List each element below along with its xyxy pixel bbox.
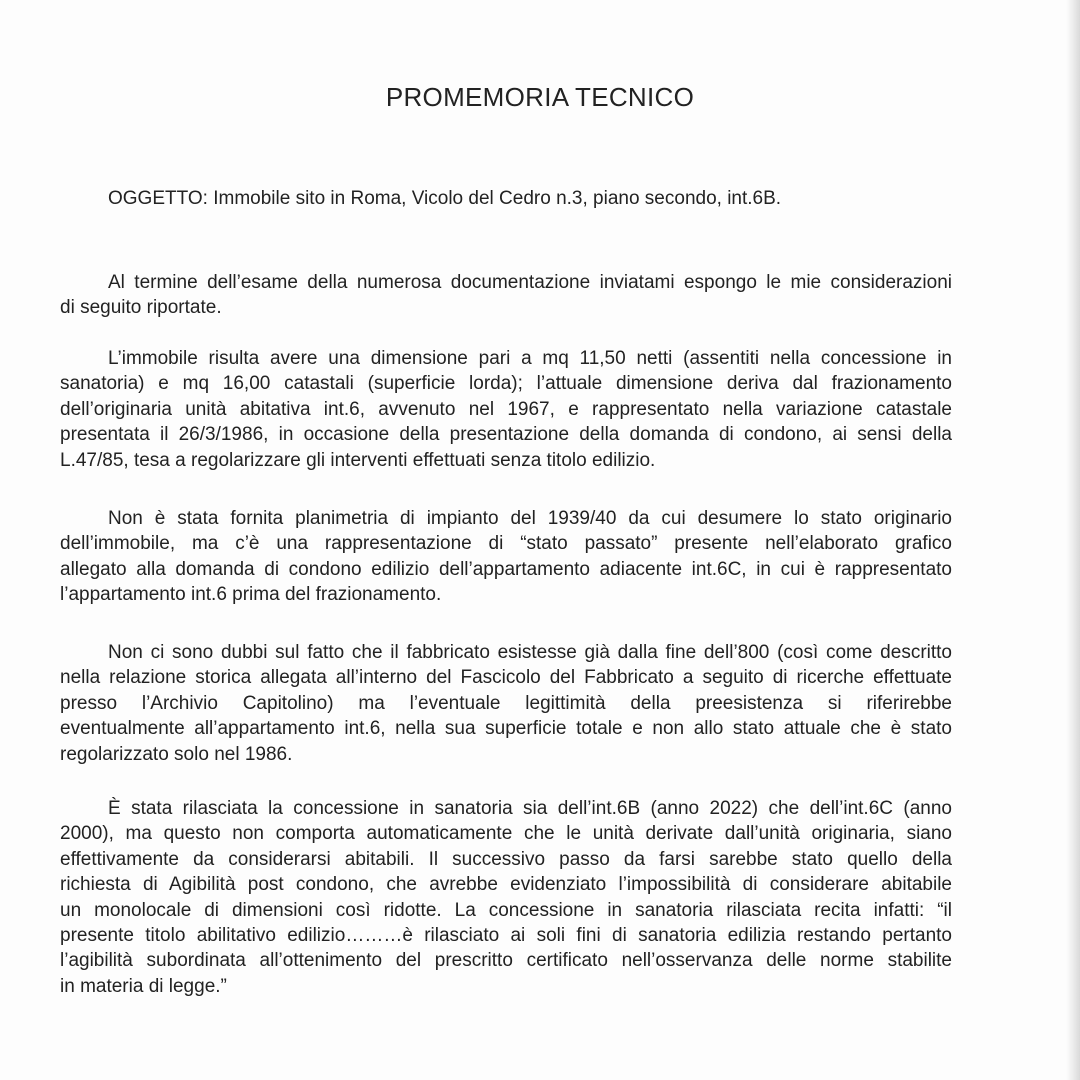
paragraph-line: l’appartamento int.6 prima del frazionamento. — [60, 584, 442, 606]
paragraph-line: presente titolo abilitativo edilizio………è rilasciato ai soli fini di sanatoria edilizia restando pertanto — [60, 924, 952, 946]
paragraph-line: Non è stata fornita planimetria di impianto del 1939/40 da cui desumere lo stato originario — [108, 508, 952, 529]
paragraph-line: 2000), ma questo non comporta automaticamente che le unità derivate dall’unità originaria, siano — [60, 823, 952, 845]
paragraph-line: l’agibilità subordinata all’ottenimento del prescritto certificato nell’osservanza delle norme stabilite — [60, 950, 952, 972]
document-title: PROMEMORIA TECNICO — [385, 82, 695, 112]
document-subject: OGGETTO: Immobile sito in Roma, Vicolo del Cedro n.3, piano secondo, int.6B. — [108, 188, 782, 209]
paragraph-2 — [60, 346, 952, 473]
paragraph-line: un monolocale di dimensioni così ridotte. La concessione in sanatoria rilasciata recita infatti: “il — [60, 899, 952, 921]
paragraph-line: regolarizzato solo nel 1986. — [60, 743, 293, 765]
paragraph-line: presso l’Archivio Capitolino) ma l’eventuale legittimità della preesistenza si riferirebbe — [60, 692, 952, 714]
paragraph-line: nella relazione storica allegata all’interno del Fascicolo del Fabbricato a seguito di ricerche effettuate — [60, 667, 952, 689]
paragraph-line: richiesta di Agibilità post condono, che avrebbe evidenziato l’impossibilità di considerare abitabile — [60, 874, 952, 896]
paragraph-1 — [60, 270, 952, 321]
paragraph-line: presentata il 26/3/1986, in occasione della presentazione della domanda di condono, ai sensi della — [60, 424, 952, 446]
paragraph-line: Non ci sono dubbi sul fatto che il fabbricato esistesse già dalla fine dell’800 (così come descritto — [108, 642, 952, 663]
paragraph-line: dell’originaria unità abitativa int.6, avvenuto nel 1967, e rappresentato nella variazione catastale — [60, 398, 952, 420]
paragraph-line: in materia di legge.” — [60, 975, 227, 997]
paragraph-line: sanatoria) e mq 16,00 catastali (superficie lorda); l’attuale dimensione deriva dal frazionamento — [60, 373, 952, 395]
paragraph-line: L.47/85, tesa a regolarizzare gli interventi effettuati senza titolo edilizio. — [60, 449, 656, 471]
paragraph-line: dell’immobile, ma c’è una rappresentazione di “stato passato” presente nell’elaborato grafico — [60, 533, 952, 555]
page-edge-shadow — [1066, 0, 1080, 1080]
paragraph-5 — [60, 796, 952, 999]
paragraph-line: allegato alla domanda di condono edilizio dell’appartamento adiacente int.6C, in cui è rappresentato — [60, 558, 952, 580]
paragraph-3 — [60, 506, 952, 608]
paragraph-line: Al termine dell’esame della numerosa documentazione inviatami espongo le mie considerazioni — [108, 272, 952, 293]
paragraph-line: di seguito riportate. — [60, 297, 222, 319]
paragraph-4 — [60, 640, 952, 767]
paragraph-line: È stata rilasciata la concessione in sanatoria sia dell’int.6B (anno 2022) che dell’int.6C (anno — [108, 798, 952, 819]
paragraph-line: L’immobile risulta avere una dimensione pari a mq 11,50 netti (assentiti nella concessione in — [108, 348, 952, 369]
paragraph-line: eventualmente all’appartamento int.6, nella sua superficie totale e non allo stato attuale che è stato — [60, 718, 952, 740]
paragraph-line: effettivamente da considerarsi abitabili. Il successivo passo da farsi sarebbe stato quello della — [60, 848, 952, 870]
